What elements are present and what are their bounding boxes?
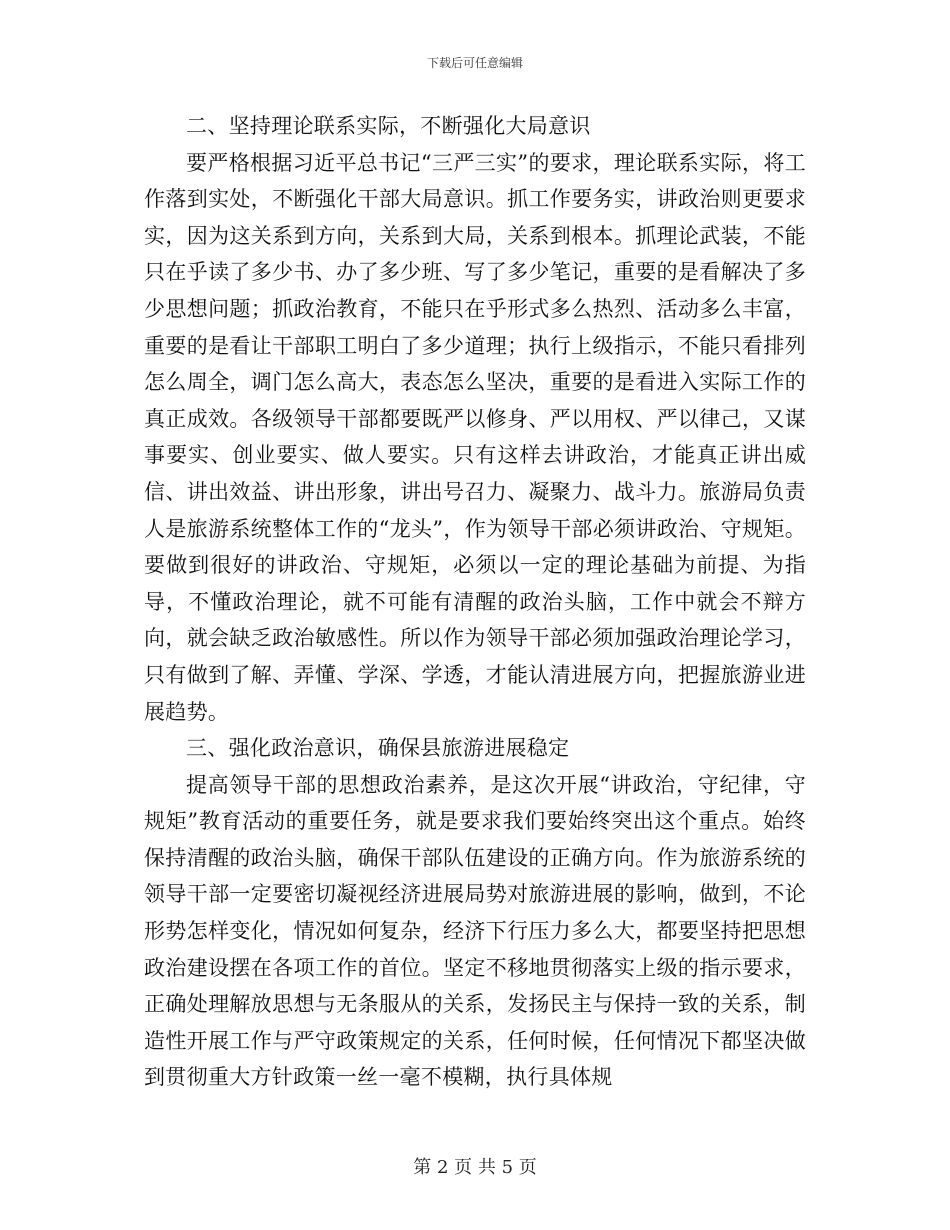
section-heading: 三、强化政治意识，确保县旅游进展稳定 <box>186 736 570 761</box>
section-paragraph: 要严格根据习近平总书记“三严三实”的要求，理论联系实际，将工作落到实处，不断强化干部大局意识。抓工作要务实，讲政治则更要求实，因为这关系到方向，关系到大局，关系到根本。抓理论武装，不能只在乎读了多少书、办了多少班、写了多少笔记，重要的是看解决了多少思想问题；抓政治教育，不能只在乎形式多么热烈、活动多么丰富，重要的是看让干部职工明白了多少道理；执行上级指示，不能只看排列怎么周全，调门怎么高大，表态怎么坚决，重要的是看进入实际工作的真正成效。各级领导干部都要既严以修身、严以用权、严以律己，又谋事要实、创业要实、做人要实。只有这样去讲政治，才能真正讲出威信、讲出效益、讲出形象，讲出号召力、凝聚力、战斗力。旅游局负责人是旅游系统整体工作的“龙头”，作为领导干部必须讲政治、守规矩。要做到很好的讲政治、守规矩，必须以一定的理论基础为前提、为指导，不懂政治理论，就不可能有清醒的政治头脑，工作中就会不辩方向，就会缺乏政治敏感性。所以作为领导干部必须加强政治理论学习，只有做到了解、弄懂、学深、学透，才能认清进展方向，把握旅游业进展趋势。 <box>144 150 806 724</box>
document-body <box>144 108 806 1096</box>
section-heading: 二、坚持理论联系实际，不断强化大局意识 <box>186 114 591 138</box>
section-paragraph: 提高领导干部的思想政治素养，是这次开展“讲政治，守纪律，守规矩”教育活动的重要任务，就是要求我们要始终突出这个重点。始终保持清醒的政治头脑，确保干部队伍建设的正确方向。作为旅游系统的领导干部一定要密切凝视经济进展局势对旅游进展的影响，做到，不论形势怎样变化，情况如何复杂，经济下行压力多么大，都要坚持把思想政治建设摆在各项工作的首位。坚定不移地贯彻落实上级的指示要求，正确处理解放思想与无条服从的关系，发扬民主与保持一致的关系，制造性开展工作与严守政策规定的关系，任何时候，任何情况下都坚决做到贯彻重大方针政策一丝一毫不模糊，执行具体规 <box>144 772 806 1090</box>
page-number-footer: 第 2 页 共 5 页 <box>413 1157 537 1178</box>
header-note: 下载后可任意编辑 <box>426 56 523 70</box>
